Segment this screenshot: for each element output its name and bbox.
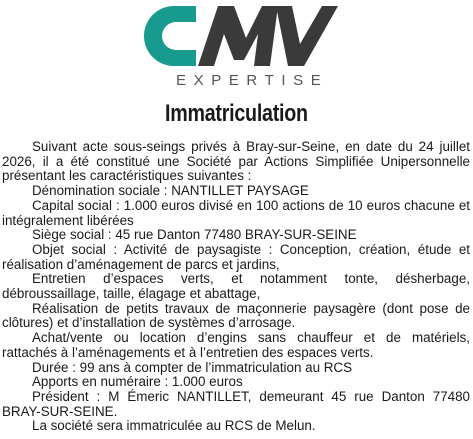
- paragraph-intro: Suivant acte sous-seings privés à Bray-sur-Seine, en date du 24 juillet 2026, il a été constitué une Société par Actions Simplifiée Unipersonnelle présentant les caractéristiques suivantes :: [2, 139, 470, 184]
- paragraph-apports: Apports en numéraire : 1.000 euros: [32, 374, 243, 390]
- paragraph-president: Président : M Émeric NANTILLET, demeurant 45 rue Danton 77480 BRAY-SUR-SEINE.: [2, 388, 470, 419]
- paragraph-objet: Objet social : Activité de paysagiste : Conception, création, étude et réalisation d’aménagement de parcs et jardins,: [2, 241, 470, 272]
- paragraph-rcs: La société sera immatriculée au RCS de Melun.: [32, 418, 316, 434]
- paragraph-denomination: Dénomination sociale : NANTILLET PAYSAGE: [32, 183, 309, 199]
- logo-tagline: EXPERTISE: [176, 72, 329, 89]
- paragraph-duree: Durée : 99 ans à compter de l’immatriculation au RCS: [32, 359, 353, 375]
- paragraph-achat-vente: Achat/vente ou location d’engins sans chauffeur et de matériels, rattachés à l’aménagements et à l’entretien des espaces verts.: [2, 330, 470, 360]
- notice-title: Immatriculation: [164, 100, 308, 127]
- paragraph-capital: Capital social : 1.000 euros divisé en 100 actions de 10 euros chacune et intégralement libérées: [2, 197, 470, 228]
- paragraph-entretien: Entretien d’espaces verts, et notamment tonte, désherbage, débroussaillage, taille, élagage et abattage,: [2, 271, 470, 302]
- paragraph-siege: Siège social : 45 rue Danton 77480 BRAY-SUR-SEINE: [32, 227, 357, 243]
- cmv-logo-icon: [138, 2, 338, 70]
- notice-body: [2, 140, 470, 434]
- cmv-expertise-logo: [120, 0, 355, 94]
- paragraph-maconnerie: Réalisation de petits travaux de maçonnerie paysagère (dont pose de clôtures) et d’installation de systèmes d’arrosage.: [2, 300, 470, 331]
